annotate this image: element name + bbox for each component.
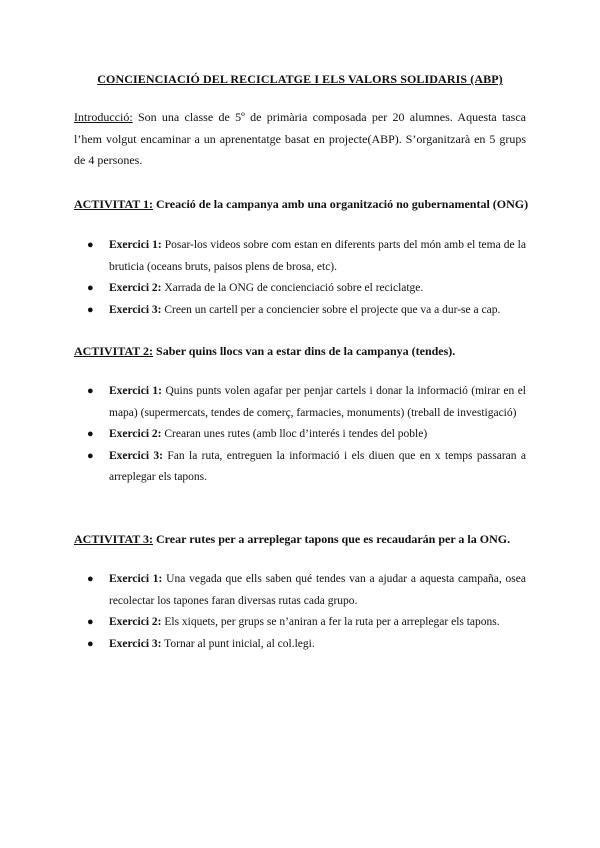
- list-item: [74, 381, 526, 424]
- exercise-text: Crearan unes rutes (amb lloc d’interés i tendes del poble): [161, 428, 428, 440]
- exercise-text: Xarrada de la ONG de concienciació sobre el reciclatge.: [161, 282, 424, 294]
- activity-2-prefix: ACTIVITAT 2:: [74, 344, 154, 358]
- bullet-icon: ●: [87, 282, 94, 294]
- bullet-icon: ●: [87, 385, 94, 397]
- list-item: [74, 446, 526, 489]
- bullet-icon: ●: [87, 428, 94, 440]
- intro-paragraph: [74, 107, 526, 172]
- exercise-label: Exercici 3:: [109, 449, 163, 462]
- bullet-icon: ●: [87, 303, 94, 316]
- list-item: [74, 634, 526, 656]
- exercise-label: Exercici 1:: [109, 239, 162, 251]
- list-item: [74, 300, 526, 322]
- exercise-label: Exercici 2:: [109, 616, 162, 628]
- exercise-text: Tornar al punt inicial, al col.legi.: [161, 637, 315, 650]
- exercise-text: Creen un cartell per a conciencier sobre el projecte que va a dur-se a cap.: [161, 303, 501, 316]
- activity-3-heading: [74, 530, 544, 548]
- exercise-label: Exercici 1:: [109, 573, 163, 585]
- exercise-text: Quins punts volen agafar per penjar cartels i donar la informació (mirar en el mapa) (supermercats, tendes de comerç, farmacies, monuments) (treball de investigació): [109, 385, 526, 419]
- exercise-label: Exercici 2:: [109, 282, 162, 294]
- list-item: [74, 278, 526, 300]
- activity-3-prefix: ACTIVITAT 3:: [74, 532, 154, 546]
- intro-text: Son una classe de 5º de primària composada per 20 alumnes. Aquesta tasca l’hem volgut encaminar a un aprenentatge basat en projecte(ABP). S’organitzarà en 5 grups de 4 persones.: [74, 110, 526, 167]
- activity-1-heading: [74, 195, 544, 213]
- exercise-label: Exercici 2:: [109, 428, 162, 440]
- list-item: [74, 569, 526, 612]
- activity-2-title: Saber quins llocs van a estar dins de la campanya (tendes).: [153, 344, 456, 358]
- activity-3-exercise-list: [74, 569, 526, 655]
- activity-2-exercise-list: [74, 381, 526, 489]
- list-item: [74, 235, 526, 278]
- exercise-label: Exercici 3:: [109, 637, 162, 650]
- activity-1-exercise-list: [74, 235, 526, 321]
- list-item: [74, 424, 526, 446]
- exercise-text: Fan la ruta, entreguen la informació i els diuen que en x temps passaran a arreplegar els tapons.: [109, 449, 526, 483]
- activity-1-title: Creació de la campanya amb una organització no gubernamental (ONG): [153, 197, 529, 211]
- bullet-icon: ●: [87, 616, 94, 628]
- exercise-label: Exercici 3:: [109, 303, 162, 316]
- activity-3-title: Crear rutes per a arreplegar tapons que es recaudarán per a la ONG.: [153, 532, 511, 546]
- activity-2-heading: [74, 342, 544, 360]
- list-item: [74, 612, 526, 634]
- intro-label: Introducció:: [74, 110, 133, 124]
- bullet-icon: ●: [87, 573, 94, 585]
- bullet-icon: ●: [87, 239, 94, 251]
- bullet-icon: ●: [87, 449, 94, 462]
- document-title: CONCIENCIACIÓ DEL RECICLATGE I ELS VALORS SOLIDARIS (ABP): [97, 72, 503, 86]
- exercise-text: Una vegada que ells saben qué tendes van a ajudar a aquesta campaña, osea recolectar los tapones faran diversas rutas cada grupo.: [109, 573, 526, 607]
- bullet-icon: ●: [87, 637, 94, 650]
- exercise-text: Els xiquets, per grups se n’aniran a fer la ruta per a arreplegar els tapons.: [161, 616, 500, 628]
- exercise-label: Exercici 1:: [109, 385, 163, 397]
- exercise-text: Posar-los videos sobre com estan en diferents parts del món amb el tema de la bruticia (oceans bruts, paisos plens de brosa, etc).: [109, 239, 526, 273]
- activity-1-prefix: ACTIVITAT 1:: [74, 197, 154, 211]
